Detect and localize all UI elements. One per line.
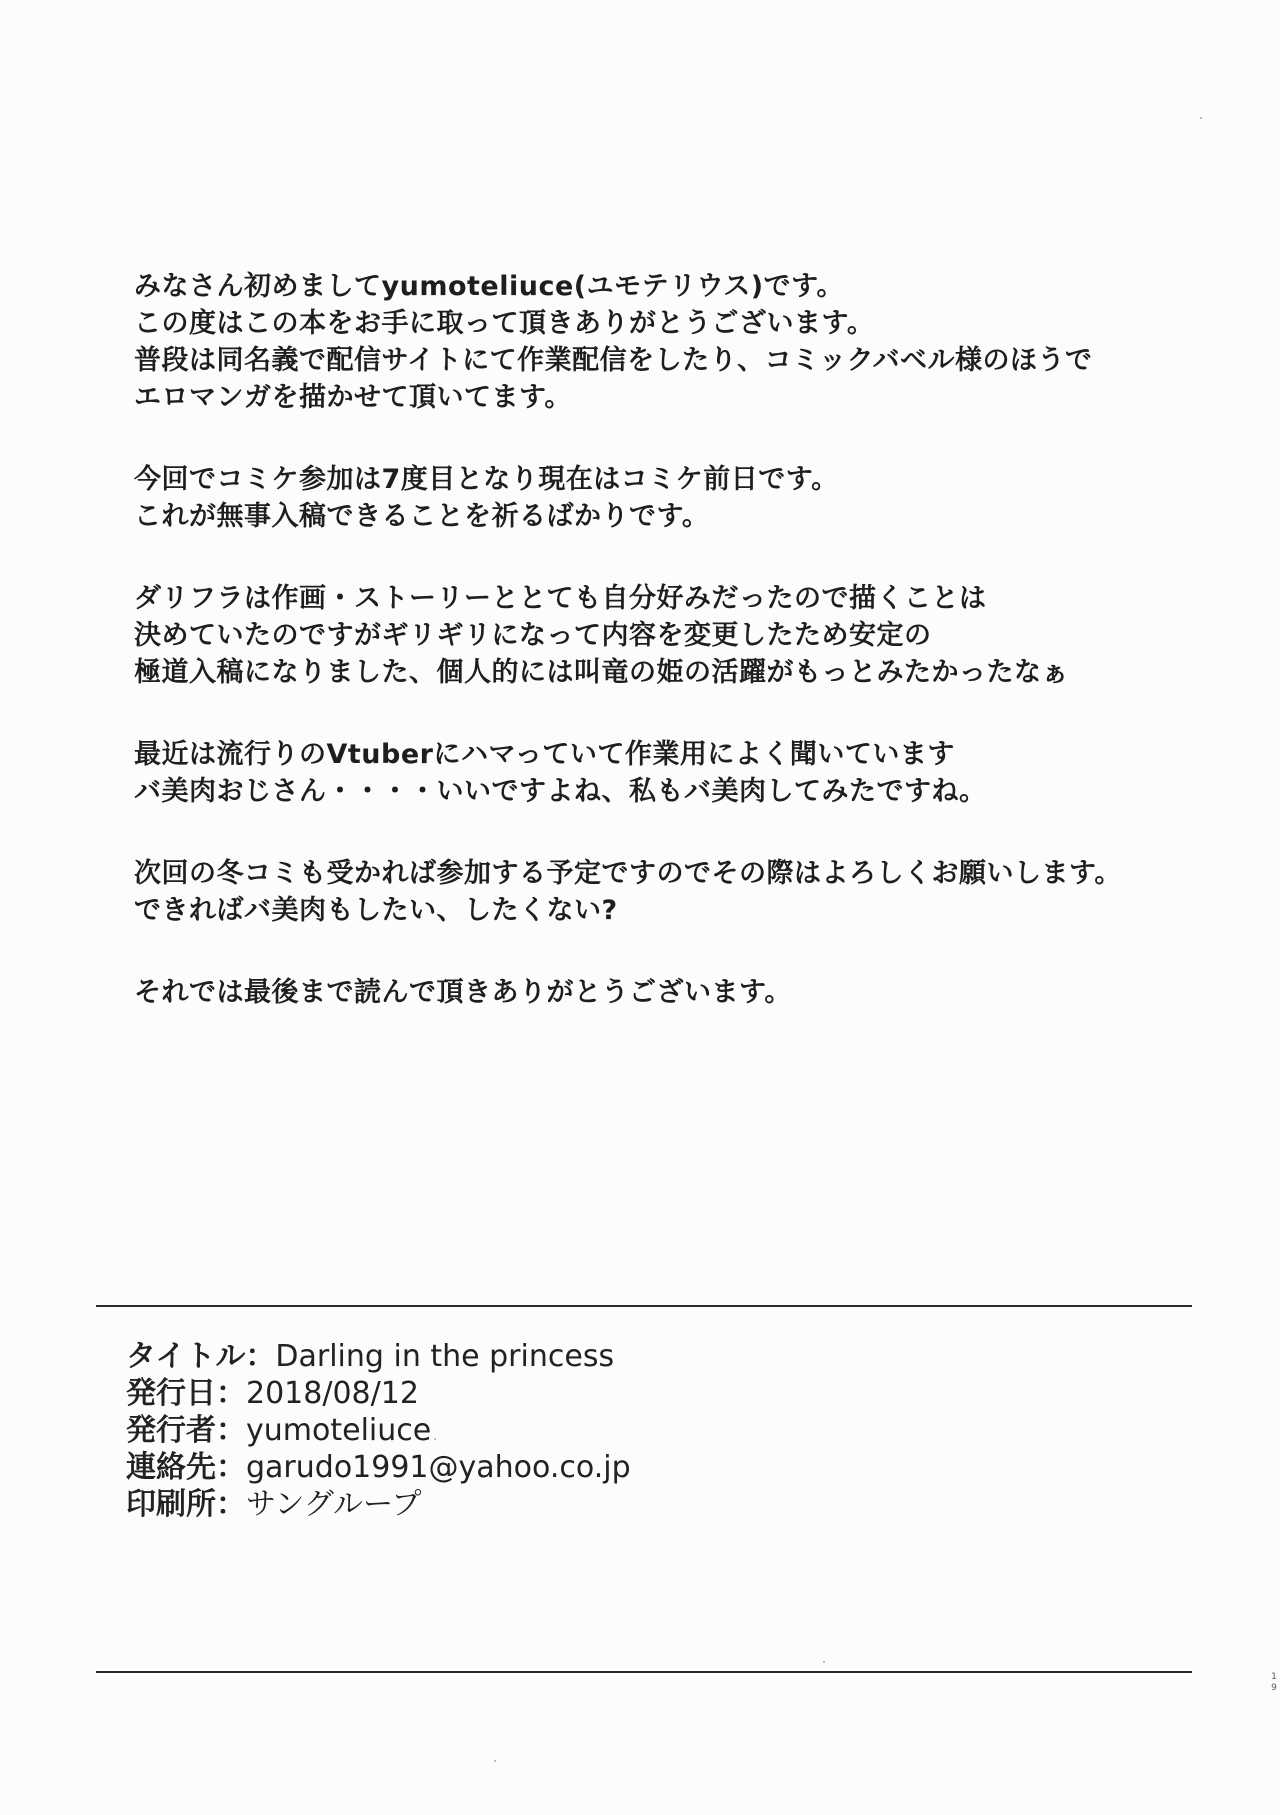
colophon-bottom-divider xyxy=(96,1671,1192,1673)
text-line: これが無事入稿できることを祈るばかりです。 xyxy=(134,501,710,532)
paper-speck xyxy=(1200,117,1202,119)
text-line: 最近は流行りのVtuberにハマっていて作業用によく聞いています xyxy=(134,739,955,770)
colophon xyxy=(126,1338,631,1523)
colophon-value: Darling in the princess xyxy=(275,1339,615,1374)
text-line: バ美肉おじさん・・・・いいですよね、私もバ美肉してみたですね。 xyxy=(134,776,987,807)
text-line: この度はこの本をお手に取って頂きありがとうございます。 xyxy=(134,308,875,339)
paragraph-closing xyxy=(134,974,1174,1011)
colophon-separator: ： xyxy=(216,1487,246,1522)
paper-speck xyxy=(494,1760,496,1762)
text-line: ダリフラは作画・ストーリーととても自分好みだったので描くことは xyxy=(134,583,987,614)
colophon-label: 印刷所 xyxy=(126,1487,216,1522)
colophon-separator: ： xyxy=(216,1413,246,1448)
text-line: できればバ美肉もしたい、したくない? xyxy=(134,895,618,926)
paragraph-introduction xyxy=(134,268,1174,416)
colophon-label: タイトル xyxy=(126,1339,246,1374)
colophon-row-date xyxy=(126,1375,631,1412)
colophon-value: サングループ xyxy=(246,1487,422,1522)
colophon-row-title xyxy=(126,1338,631,1375)
text-line: 次回の冬コミも受かれば参加する予定ですのでその際はよろしくお願いします。 xyxy=(134,858,1122,889)
colophon-separator: ： xyxy=(216,1376,246,1411)
page-number-digit: 9 xyxy=(1271,1683,1277,1693)
text-line: みなさん初めましてyumoteliuce(ユモテリウス)です。 xyxy=(134,271,844,302)
colophon-label: 連絡先 xyxy=(126,1450,216,1485)
colophon-value: garudo1991@yahoo.co.jp xyxy=(246,1450,631,1485)
colophon-value: yumoteliuce xyxy=(246,1413,432,1448)
colophon-row-publisher xyxy=(126,1412,631,1449)
colophon-separator: ： xyxy=(216,1450,246,1485)
paper-speck xyxy=(823,1661,825,1663)
colophon-separator: ： xyxy=(245,1339,276,1374)
text-line: エロマンガを描かせて頂いてます。 xyxy=(134,382,572,413)
paragraph-comiket xyxy=(134,461,1174,535)
colophon-row-contact xyxy=(126,1449,631,1486)
page-number xyxy=(1270,1672,1278,1694)
text-line: 普段は同名義で配信サイトにて作業配信をしたり、コミックバベル様のほうで xyxy=(134,345,1093,376)
colophon-label: 発行日 xyxy=(126,1376,216,1411)
paragraph-next-event xyxy=(134,855,1174,929)
colophon-label: 発行者 xyxy=(126,1413,216,1448)
text-line: 決めていたのですがギリギリになって内容を変更したため安定の xyxy=(134,620,932,651)
page-number-digit: 1 xyxy=(1271,1672,1277,1682)
paper-speck xyxy=(434,1438,436,1440)
text-line: 極道入稿になりました、個人的には叫竜の姫の活躍がもっとみたかったなぁ xyxy=(134,657,1069,688)
colophon-value: 2018/08/12 xyxy=(246,1376,419,1411)
text-line: 今回でコミケ参加は7度目となり現在はコミケ前日です。 xyxy=(134,464,839,495)
colophon-row-printer xyxy=(126,1486,631,1523)
text-line: それでは最後まで読んで頂きありがとうございます。 xyxy=(134,977,792,1008)
colophon-top-divider xyxy=(96,1305,1192,1307)
afterword-text xyxy=(134,268,1174,1056)
paragraph-vtuber xyxy=(134,736,1174,810)
paragraph-darlifra xyxy=(134,580,1174,691)
